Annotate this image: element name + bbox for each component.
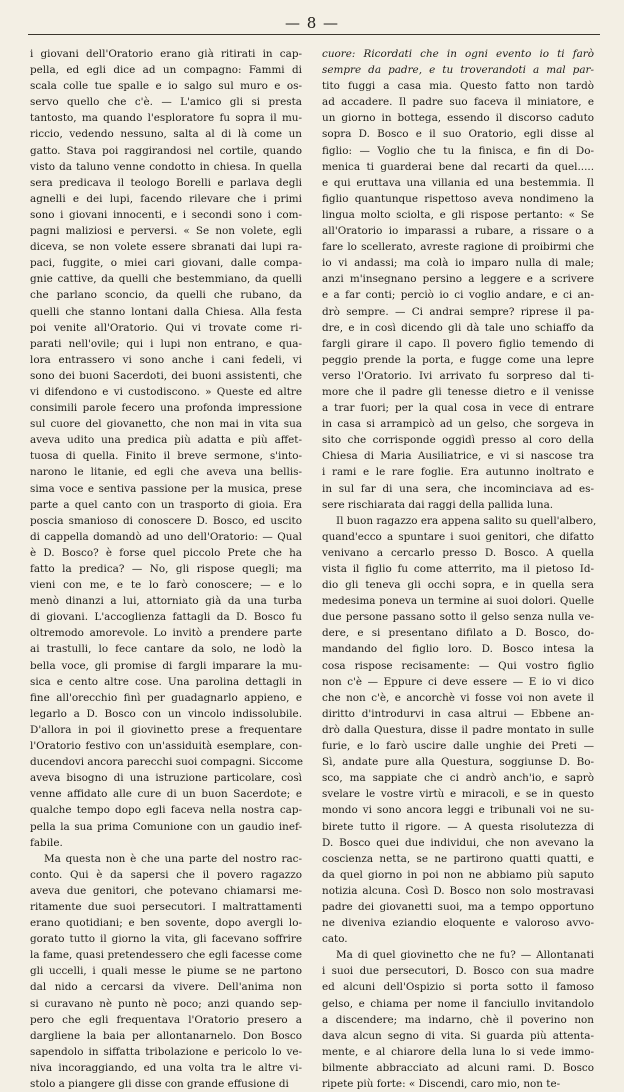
- text-line: fabile.: [30, 836, 63, 849]
- text-line: un giorno in bottega, essendo il discorso caduto: [322, 112, 594, 125]
- text-line: gli uccelli, i quali messe le piume se ne partono: [30, 965, 302, 978]
- text-line: io vi andassi; ma colà io imparo nulla di male;: [322, 257, 594, 270]
- text-line: narono le litanie, ed egli che aveva una bellis-: [30, 466, 302, 479]
- text-line: sul cuore del giovanetto, che non mai in vita sua: [30, 418, 302, 431]
- text-line: sono i giovani innocenti, e i secondi sono i com-: [30, 208, 302, 221]
- text-line: mandando del figlio loro. D. Bosco intesa la: [322, 643, 594, 656]
- text-line: che parlano sconcio, da quelli che rubano, da: [30, 289, 302, 302]
- text-line: sapendolo in siffatta tribolazione e pericolo lo ve-: [30, 1045, 302, 1058]
- text-line: aveva udito una predica più adatta e più affet-: [30, 434, 302, 447]
- text-line: Ma di quel giovinetto che ne fu? — Allontanati: [336, 949, 594, 962]
- text-line: sopra D. Bosco e il suo Oratorio, egli disse al: [322, 128, 594, 141]
- text-line: di cappella domandò ad uno dell'Oratorio: — Qual: [30, 530, 302, 543]
- text-line: a trar fuori; per la qual cosa in vece di entrare: [322, 402, 594, 415]
- text-line: parte a quel canto con un trasporto di gioia. Era: [30, 498, 302, 511]
- text-line: gorato tutto il giorno la vita, gli facevano soffrire: [30, 933, 302, 946]
- text-line: pagni maliziosi e perversi. « Se non volete, egli: [30, 225, 302, 238]
- text-line: venne affidato alle cure di un buon Sacerdote; e: [30, 788, 302, 801]
- text-line: medesima poneva un termine ai suoi dolori. Quelle: [322, 595, 594, 608]
- text-line: e a far conti; perciò io ci voglio andare, e ci an-: [322, 289, 594, 302]
- text-line: venivano a cercarlo presso D. Bosco. A quella: [322, 546, 594, 559]
- text-line: la fame, quasi pretendessero che egli facesse come: [30, 949, 302, 962]
- text-line: menò dinanzi a lui, attorniato già da una turba: [30, 595, 302, 608]
- text-line: e qui eruttava una villania ed una bestemmia. Il: [322, 176, 594, 189]
- text-line: dere, e si presentano difilato a D. Bosco, do-: [322, 627, 594, 640]
- text-line: fatto la predica? — No, gli rispose quegli; ma: [30, 563, 302, 575]
- text-line: riccio, vedendo nessuno, salta al di là come un: [30, 128, 302, 141]
- text-line: diritto d'introdurvi in casa altrui — Ebbene an-: [322, 707, 594, 720]
- text-line: cato.: [322, 933, 348, 946]
- text-line: tito fuggi a casa mia. Questo fatto non tardò: [322, 80, 594, 93]
- text-line: a discendere; ma indarno, chè il poverino non: [322, 1013, 594, 1026]
- page-number: — 8 —: [284, 14, 340, 32]
- text-line: tuosa di quella. Finito il breve sermone, s'into-: [30, 450, 302, 463]
- text-line: D. Bosco quei due individui, che non avevano la: [322, 836, 594, 849]
- text-line: erano quotidiani; e ben sovente, dopo avergli lo-: [30, 917, 302, 930]
- text-line: dre, e in così dicendo gli dà tale uno schiaffo da: [322, 321, 594, 334]
- text-line: parati nell'ovile; qui i lupi non entrano, e qua-: [30, 337, 302, 350]
- text-line: ripete più forte: « Discendi, caro mio, non te-: [322, 1078, 561, 1090]
- text-line: ai trastulli, lo fece cantare da solo, ne lodò la: [30, 643, 302, 656]
- text-line: i suoi due persecutori, D. Bosco con sua madre: [322, 965, 594, 978]
- text-line: pero che egli frequentava l'Oratorio presero a: [30, 1013, 302, 1026]
- text-line: drò dalla Questura, disse il padre montato in sulle: [322, 723, 594, 736]
- text-line: D'allora in poi il giovinetto prese a frequentare: [30, 723, 302, 736]
- text-line: da quel giorno in poi non ne abbiamo più saputo: [322, 868, 594, 881]
- text-line: gelso, e chiama per nome il fanciullo invitandolo: [322, 997, 594, 1010]
- text-line: aveva bisogno di una istruzione particolare, così: [30, 772, 302, 785]
- text-line: cuore: Ricordati che in ogni evento io ti farò: [322, 48, 594, 60]
- text-line: lingua molto sciolta, e gli rispose pertanto: « Se: [322, 208, 594, 221]
- text-line: non c'è — Eppure ci deve essere — E io vi dico: [322, 675, 594, 688]
- text-line: vista il figlio fu come atterrito, ma il pietoso Id-: [322, 563, 594, 575]
- text-line: sima voce e sentiva passione per la musica, prese: [30, 482, 302, 495]
- text-line: bella voce, gli promise di fargli imparare la mu-: [30, 659, 302, 672]
- text-line: fare lo scellerato, avreste ragione di proibirmi che: [322, 241, 594, 254]
- text-line: è D. Bosco? è forse quel piccolo Prete che ha: [30, 546, 302, 559]
- text-line: sito che corrisponde oggidì presso al coro della: [322, 434, 594, 447]
- text-line: vieni con me, e te lo farò conoscere; — e lo: [30, 579, 302, 592]
- text-line: quelli che stanno lontani dalla Chiesa. Alla festa: [30, 305, 302, 318]
- text-line: notizia alcuna. Così D. Bosco non solo mostravasi: [322, 884, 594, 897]
- text-line: drò sempre. — Ci andrai sempre? riprese il pa-: [322, 305, 594, 318]
- text-line: sera predicava il teologo Borelli e parlava degli: [30, 176, 302, 189]
- text-line: tantosto, ma quando l'esploratore fu sopra il mu-: [30, 112, 302, 125]
- text-line: more che il padre gli tenesse dietro e il venisse: [322, 385, 594, 398]
- text-line: legarlo a D. Bosco con un vincolo indissolubile.: [30, 707, 302, 720]
- text-line: Ma questa non è che una parte del nostro rac-: [44, 852, 302, 865]
- text-line: figlio: — Voglio che tu la finisca, e fin di Do-: [322, 144, 594, 157]
- text-line: all'Oratorio io imparassi a rubare, a rissare o a: [322, 225, 594, 238]
- text-line: gnie cattive, da quelli che bestemmiano, da quelli: [30, 273, 302, 286]
- text-line: dio gli teneva gli occhi sopra, e in quella sera: [322, 579, 594, 592]
- text-line: vi difendono e vi custodiscono. » Queste ed altre: [30, 385, 302, 398]
- text-line: quand'ecco a spuntare i suoi genitori, che difatto: [322, 530, 594, 543]
- text-line: ritamente due suoi persecutori. I maltrattamenti: [30, 900, 302, 913]
- text-line: fargli girare il capo. Il povero figlio temendo di: [322, 337, 594, 350]
- text-line: sica e cento altre cose. Una parolina dettagli in: [30, 675, 302, 688]
- text-line: svelare le vostre virtù e miracoli, e se in questo: [322, 788, 594, 801]
- text-line: aveva due genitori, che potevano chiamarsi me-: [30, 884, 302, 897]
- text-line: dava alcun segno di vita. Si guarda più attenta-: [322, 1029, 594, 1042]
- text-line: qualche tempo dopo egli faceva nella nostra cap-: [30, 804, 302, 817]
- text-line: birete tutto il rigore. — A questa risolutezza di: [322, 820, 594, 833]
- text-line: mondo vi sono ancora leggi e tribunali voi ne su-: [322, 804, 594, 817]
- text-line: in sul far di una sera, che incominciava ad es-: [322, 482, 594, 495]
- text-line: poscia smanioso di conoscere D. Bosco, ed uscito: [30, 514, 302, 527]
- text-line: sempre da padre, e tu troverandoti a mal par-: [322, 64, 594, 77]
- text-line: menica ti guarderai bene dal recarti da quel.....: [322, 160, 594, 173]
- text-line: in casa si arrampicò ad un gelso, che sorgeva in: [322, 418, 594, 431]
- text-line: dal nido a cercarsi da vivere. Dell'anima non: [30, 981, 302, 994]
- text-line: pella, ed egli dice ad un compagno: Fammi di: [30, 64, 302, 77]
- text-line: l'Oratorio festivo con un'assiduità esemplare, con-: [30, 740, 302, 753]
- text-line: dargliene la baia per allontanarnelo. Don Bosco: [30, 1029, 302, 1042]
- header-rule: [28, 34, 600, 35]
- text-line: di giovani. L'accoglienza fattagli da D. Bosco fu: [30, 611, 302, 624]
- text-line: che non c'è, e ancorchè vi fosse voi non avete il: [322, 691, 594, 704]
- text-line: conto. Qui è da sapersi che il povero ragazzo: [30, 868, 302, 881]
- text-line: lora entrassero vi sono anche i cani fedeli, vi: [30, 353, 302, 366]
- left-column: [30, 46, 304, 1090]
- text-line: furie, e lo farò uscire dalle unghie dei Preti —: [322, 740, 594, 753]
- text-line: figlio quantunque rispettoso aveva nondimeno la: [322, 192, 594, 205]
- text-line: stolo a piangere gli disse con grande effusione di: [30, 1078, 289, 1090]
- text-line: Chiesa di Maria Ausiliatrice, e vi si nascose tra: [322, 450, 594, 463]
- text-line: niva incoraggiando, ed una volta tra le altre vi-: [30, 1061, 302, 1074]
- text-line: oltremodo amorevole. Lo invitò a prendere parte: [30, 627, 302, 640]
- text-line: ne diveniva eziandio eloquente e valoroso avvo-: [322, 917, 594, 930]
- page-header: [0, 14, 624, 36]
- text-line: pella la sua prima Comunione con un gaudio inef-: [30, 820, 302, 833]
- text-line: servo quello che c'è. — L'amico gli si presta: [30, 96, 302, 109]
- text-line: cosa rispose recisamente: — Qui vostro figlio: [322, 659, 594, 672]
- text-line: agnelli e dei lupi, facendo rilevare che i primi: [30, 192, 302, 205]
- text-line: fine all'orecchio finì per guadagnarlo appieno, e: [30, 691, 302, 704]
- text-line: due persone passano sotto il gelso senza nulla ve-: [322, 611, 594, 624]
- text-line: ed alcuni dell'Ospizio si porta sotto il famoso: [322, 981, 594, 994]
- text-line: mente, e al chiarore della luna lo si vede immo-: [322, 1045, 594, 1058]
- right-column: [322, 46, 597, 1090]
- text-line: sere rischiarata dai raggi della pallida luna.: [322, 498, 554, 511]
- text-line: Il buon ragazzo era appena salito su quell'albero,: [336, 514, 597, 527]
- text-line: sco, ma sappiate che ci andrò anch'io, e saprò: [322, 772, 594, 785]
- text-line: coscienza netta, se ne partirono quatti quatti, e: [322, 852, 594, 865]
- text-line: anzi m'insegnano persino a leggere e a scrivere: [322, 273, 594, 286]
- text-line: gatto. Stava poi raggirandosi nel cortile, quando: [30, 144, 302, 157]
- text-line: scala colle tue spalle e io salgo sul muro e os-: [30, 80, 302, 93]
- text-line: si curavano nè punto nè poco; anzi quando sep-: [30, 997, 302, 1010]
- text-line: sono dei buoni Sacerdoti, dei buoni assistenti, che: [30, 369, 302, 382]
- text-line: i rami e le rare foglie. Era autunno inoltrato e: [322, 466, 594, 479]
- text-line: Sì, andate pure alla Questura, soggiunse D. Bo-: [322, 756, 594, 769]
- text-line: peggio prende la porta, e fugge come una lepre: [322, 353, 594, 366]
- text-line: paci, fuggite, o miei cari giovani, dalle compa-: [30, 257, 302, 270]
- text-line: diceva, se non volete essere sbranati dai lupi ra-: [30, 241, 302, 254]
- text-line: padre dei giovanetti suoi, ma a tempo opportuno: [322, 900, 594, 913]
- text-line: poi venite all'Oratorio. Qui vi trovate come ri-: [30, 321, 302, 334]
- text-line: visto da taluno venne condotto in chiesa. In quella: [30, 160, 302, 173]
- text-line: ducendovi ancora parecchi suoi compagni. Siccome: [30, 756, 304, 769]
- text-line: ad accadere. Il padre suo faceva il miniatore, e: [322, 96, 594, 109]
- text-line: verso l'Oratorio. Ivi arrivato fu sorpreso dal ti-: [322, 369, 594, 382]
- text-line: bilmente abbracciato ad alcuni rami. D. Bosco: [322, 1061, 594, 1074]
- text-line: consimili parole fecero una profonda impressione: [30, 402, 302, 415]
- text-line: i giovani dell'Oratorio erano già ritirati in cap-: [30, 48, 302, 60]
